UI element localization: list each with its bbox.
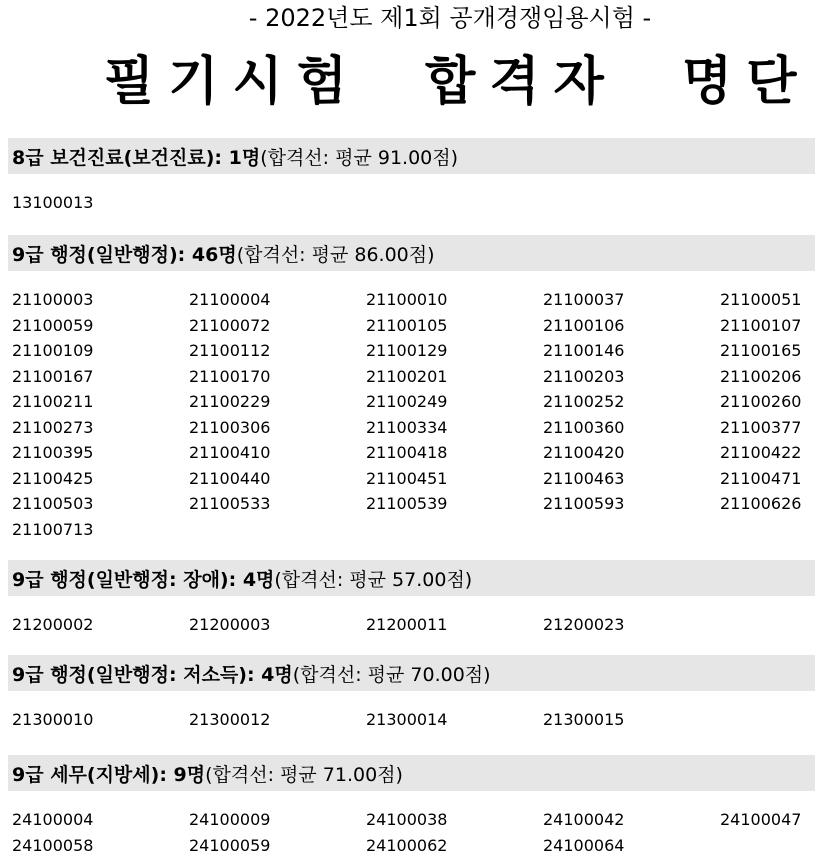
section-header (8, 755, 815, 791)
candidate-number: 21100170 (189, 366, 271, 386)
candidate-number: 21100146 (543, 341, 625, 360)
candidate-number: 21200003 (189, 615, 271, 634)
candidate-number: 21100105 (366, 315, 448, 335)
candidate-number: 21200002 (12, 615, 94, 634)
candidate-number: 21100377 (720, 417, 802, 437)
candidate-number: 21100167 (12, 366, 94, 386)
section-cutoff: (합격선: 평균 70.00점) (292, 663, 491, 686)
candidate-number: 21100107 (720, 315, 802, 335)
candidate-number: 21100206 (720, 366, 802, 386)
section-cutoff: (합격선: 평균 57.00점) (274, 568, 473, 591)
section-9-tax (8, 755, 815, 858)
candidate-number: 21300012 (189, 710, 271, 729)
candidate-number: 21100422 (720, 443, 802, 462)
candidate-number: 21100440 (189, 468, 271, 488)
candidate-number: 21100360 (543, 417, 625, 437)
candidate-number: 21100201 (366, 366, 448, 386)
candidate-number: 21100395 (12, 443, 94, 462)
section-cutoff: (합격선: 평균 71.00점) (205, 763, 403, 786)
section-title: 9급 세무(지방세): 9명 (12, 763, 206, 786)
candidate-number: 21100533 (189, 494, 271, 513)
candidate-number: 24100059 (189, 835, 271, 855)
number-grid (8, 707, 815, 733)
candidate-number: 21100249 (366, 392, 448, 411)
candidate-number: 21100593 (543, 494, 625, 513)
candidate-number: 21100229 (189, 392, 271, 411)
section-cutoff: (합격선: 평균 86.00점) (236, 243, 435, 266)
section-cutoff: (합격선: 평균 91.00점) (260, 146, 459, 169)
candidate-number: 21100425 (12, 468, 94, 488)
candidate-number: 24100009 (189, 810, 271, 829)
candidate-number: 21300014 (366, 710, 448, 729)
candidate-number: 21100626 (720, 494, 802, 513)
candidate-number: 21100451 (366, 468, 448, 488)
candidate-number: 21100106 (543, 315, 625, 335)
candidate-number: 21100051 (720, 290, 802, 309)
candidate-number: 24100064 (543, 835, 625, 855)
candidate-number: 21100129 (366, 341, 448, 360)
candidate-number: 13100013 (12, 193, 94, 212)
candidate-number: 21100418 (366, 443, 448, 462)
candidate-number: 24100042 (543, 810, 625, 829)
candidate-number: 21100072 (189, 315, 271, 335)
number-grid (8, 807, 815, 858)
candidate-number: 21100503 (12, 494, 94, 513)
candidate-number: 21100010 (366, 290, 448, 309)
candidate-number: 21100463 (543, 468, 625, 488)
candidate-number: 24100038 (366, 810, 448, 829)
section-8-health (8, 138, 815, 216)
section-header (8, 560, 815, 596)
candidate-number: 21100713 (12, 519, 94, 539)
section-title: 8급 보건진료(보건진료): 1명 (12, 146, 261, 169)
candidate-number: 21300015 (543, 710, 625, 729)
candidate-number: 21100260 (720, 392, 802, 411)
candidate-number: 21100420 (543, 443, 625, 462)
section-title: 9급 행정(일반행정: 장애): 4명 (12, 568, 275, 591)
candidate-number: 21100165 (720, 341, 802, 360)
section-title: 9급 행정(일반행정: 저소득): 4명 (12, 663, 293, 686)
section-9-admin-lowincome (8, 655, 815, 733)
section-header (8, 138, 815, 174)
candidate-number: 21100112 (189, 341, 271, 360)
number-grid (8, 190, 815, 216)
page-title: 필기시험 합격자 명단 (104, 52, 811, 112)
candidate-number: 21100109 (12, 341, 94, 360)
exam-subtitle: - 2022년도 제1회 공개경쟁임용시험 - (248, 4, 652, 32)
candidate-number: 21300010 (12, 710, 94, 729)
candidate-number: 21100273 (12, 417, 94, 437)
candidate-number: 21100306 (189, 417, 271, 437)
candidate-number: 21100003 (12, 290, 94, 309)
candidate-number: 21100203 (543, 366, 625, 386)
candidate-number: 24100004 (12, 810, 94, 829)
section-title: 9급 행정(일반행정): 46명 (12, 243, 237, 266)
candidate-number: 21100471 (720, 468, 802, 488)
candidate-number: 24100062 (366, 835, 448, 855)
candidate-number: 21100211 (12, 392, 94, 411)
section-9-admin (8, 235, 815, 542)
candidate-number: 24100047 (720, 810, 802, 829)
candidate-number: 21200011 (366, 615, 448, 634)
candidate-number: 21100539 (366, 494, 448, 513)
candidate-number: 21100037 (543, 290, 625, 309)
candidate-number: 21100252 (543, 392, 625, 411)
candidate-number: 21100334 (366, 417, 448, 437)
section-header (8, 655, 815, 691)
candidate-number: 21100410 (189, 443, 271, 462)
candidate-number: 21100059 (12, 315, 94, 335)
section-header (8, 235, 815, 271)
number-grid (8, 612, 815, 638)
number-grid (8, 287, 815, 542)
section-9-admin-disabled (8, 560, 815, 638)
candidate-number: 24100058 (12, 835, 94, 855)
candidate-number: 21200023 (543, 615, 625, 634)
candidate-number: 21100004 (189, 290, 271, 309)
